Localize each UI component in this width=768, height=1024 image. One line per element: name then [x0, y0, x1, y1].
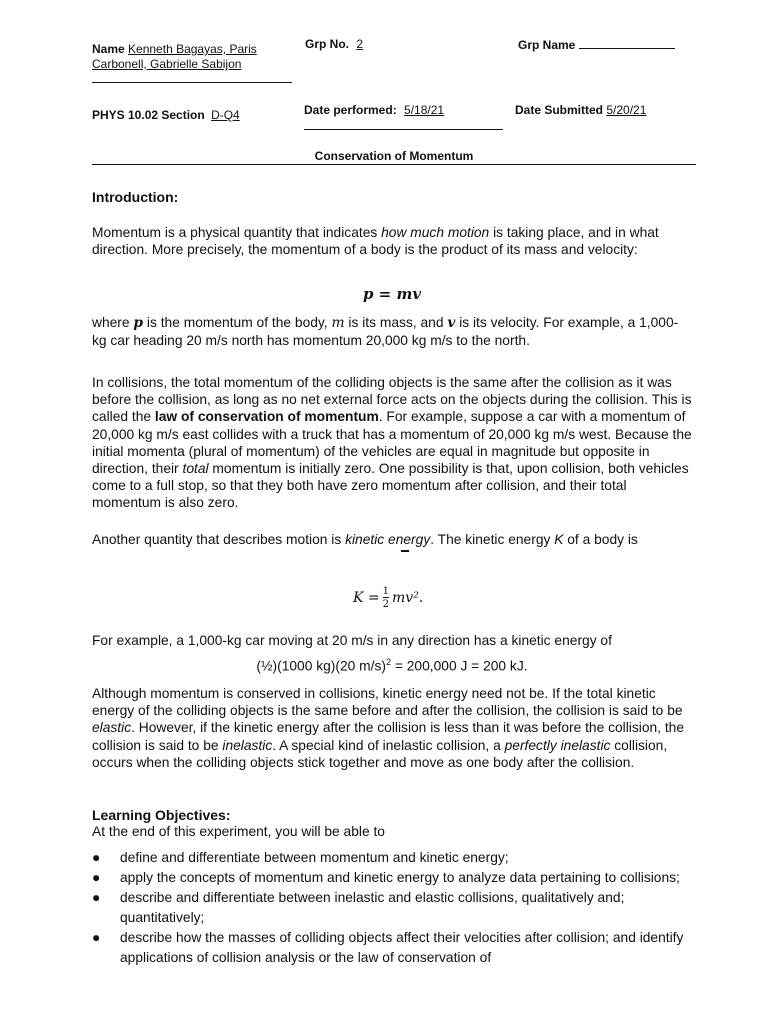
- p6-text-d: collision, occurs when the colliding objects stick together and move as one body after the collision.: [92, 737, 668, 770]
- fraction-denominator: 2: [382, 599, 390, 610]
- p4-text-c: of a body is: [563, 532, 638, 547]
- name-value-line1: Kenneth Bagayas, Paris: [128, 42, 257, 56]
- grp-name-label: Grp Name: [518, 38, 576, 52]
- p3-emphasis: total: [182, 461, 209, 477]
- kinetic-energy-term: kinetic energy: [345, 532, 431, 547]
- objective-text: describe how the masses of colliding objects affect their velocities after collision; and identify applications of collision analysis or the law of conservation of: [120, 930, 684, 965]
- intro-paragraph-2: [92, 314, 692, 349]
- symbol-k: K: [554, 532, 564, 547]
- list-item: [92, 848, 702, 868]
- bullet-icon: ●: [92, 890, 101, 905]
- grp-no-label: Grp No.: [305, 37, 349, 51]
- date-performed-underline: [304, 129, 503, 130]
- symbol-m: m: [331, 315, 345, 331]
- group-number-field: [305, 37, 367, 51]
- p4-text-b: . The kinetic energy: [430, 532, 555, 547]
- list-item: [92, 888, 702, 928]
- p1-text-a: Momentum is a physical quantity that indicates: [92, 225, 382, 240]
- name-label: Name: [92, 42, 125, 56]
- inelastic-term: inelastic: [222, 737, 273, 753]
- date-submitted-field: [515, 103, 646, 117]
- intro-paragraph-6: [92, 685, 692, 771]
- intro-paragraph-3: [92, 374, 692, 512]
- objectives-list: [92, 848, 702, 968]
- title-underline: [92, 164, 696, 165]
- p2-text-d: is its velocity. For example, a 1,000-kg car heading 20 m/s north has momentum 20,000 kg m/s to the north.: [92, 315, 679, 349]
- kinetic-energy-equation: [353, 580, 423, 616]
- bullet-icon: ●: [92, 850, 101, 865]
- objective-text: define and differentiate between momentum and kinetic energy;: [120, 850, 509, 865]
- date-performed-field: [304, 103, 444, 117]
- objective-text: describe and differentiate between inelastic and elastic collisions, qualitatively and; quantitatively;: [120, 890, 625, 925]
- p6-text-a: Although momentum is conserved in collisions, kinetic energy need not be. If the total kinetic energy of the colliding objects is the same before and after the collision, the collision is said to be: [92, 686, 683, 719]
- objectives-lead: At the end of this experiment, you will be able to: [92, 824, 385, 839]
- bullet-icon: ●: [92, 870, 101, 885]
- p3-text-c: momentum is initially zero. One possibility is that, upon collision, both vehicles come to a full stop, so that they both have zero momentum after collision, and their total momentum is also zero.: [92, 461, 689, 511]
- p1-emphasis: how much motion: [381, 225, 490, 240]
- objective-text: apply the concepts of momentum and kinetic energy to analyze data pertaining to collisions;: [120, 870, 680, 885]
- p2-text-b: is the momentum of the body,: [143, 315, 332, 330]
- intro-paragraph-1: [92, 224, 692, 258]
- eq3-text-b: = 200,000 J = 200 kJ.: [391, 658, 528, 674]
- conservation-law-term: law of conservation of momentum: [154, 409, 379, 425]
- group-name-field: [518, 37, 675, 52]
- momentum-equation: p = mv: [362, 285, 422, 303]
- list-item: [92, 928, 702, 968]
- p4-text-a: Another quantity that describes motion is: [92, 532, 346, 547]
- date-performed-value: 5/18/21: [404, 103, 445, 117]
- learning-objectives-heading: Learning Objectives:: [92, 807, 231, 823]
- document-title: Conservation of Momentum: [314, 149, 474, 163]
- name-field: [92, 42, 292, 72]
- one-half-fraction: [383, 586, 389, 610]
- date-submitted-label: Date Submitted: [515, 103, 604, 117]
- elastic-term: elastic: [92, 720, 132, 736]
- list-item: [92, 868, 702, 888]
- p1-text-b: is taking place, and in what direction. More precisely, the momentum of a body is the product of its mass and velocity:: [92, 225, 659, 258]
- grp-name-blank: [579, 37, 675, 49]
- grp-no-value: 2: [356, 37, 364, 51]
- p3-text-a: In collisions, the total momentum of the colliding objects is the same after the collision as it was before the collision, as long as no net external force acts on the objects during the collision. This is called the: [92, 375, 692, 425]
- p6-text-b: . However, if the kinetic energy after the collision is less than it was before the collision, the collision is said to be: [92, 720, 685, 753]
- perfectly-inelastic-term: perfectly inelastic: [504, 737, 611, 753]
- section-field: [92, 108, 252, 122]
- name-underline: [92, 82, 292, 83]
- p6-text-c: . A special kind of inelastic collision, a: [272, 737, 505, 753]
- date-submitted-value: 5/20/21: [606, 103, 647, 117]
- date-performed-label: Date performed:: [304, 103, 397, 117]
- eq3-text-a: (½)(1000 kg)(20 m/s): [256, 658, 386, 674]
- symbol-v: v: [447, 315, 456, 331]
- intro-paragraph-4: [92, 531, 692, 548]
- eq2-rhs: mv².: [392, 590, 424, 606]
- introduction-heading: Introduction:: [92, 189, 179, 205]
- bullet-icon: ●: [92, 930, 101, 945]
- intro-paragraph-5: For example, a 1,000-kg car moving at 20 m/s in any direction has a kinetic energy of: [92, 633, 612, 648]
- fraction-numerator: 1: [382, 586, 390, 597]
- eq2-lhs: K =: [353, 590, 380, 606]
- p2-text-a: where: [92, 315, 134, 330]
- stray-mark: [401, 550, 409, 552]
- p3-text-b: . For example, suppose a car with a momentum of 20,000 kg m/s east collides with a truck that has a momentum of 20,000 kg m/s west. Because the initial momenta (plural of momentum) of the vehicles are equal in magnitude but opposite in direction, their: [92, 409, 692, 477]
- p2-text-c: is its mass, and: [344, 315, 448, 330]
- symbol-p: p: [133, 315, 144, 331]
- kinetic-energy-example: [0, 657, 768, 674]
- name-value-line2: Carbonell, Gabrielle Sabijon: [92, 57, 242, 71]
- section-value: D-Q4: [211, 108, 240, 122]
- section-label: PHYS 10.02 Section: [92, 108, 205, 122]
- eq3-exponent: 2: [386, 657, 392, 667]
